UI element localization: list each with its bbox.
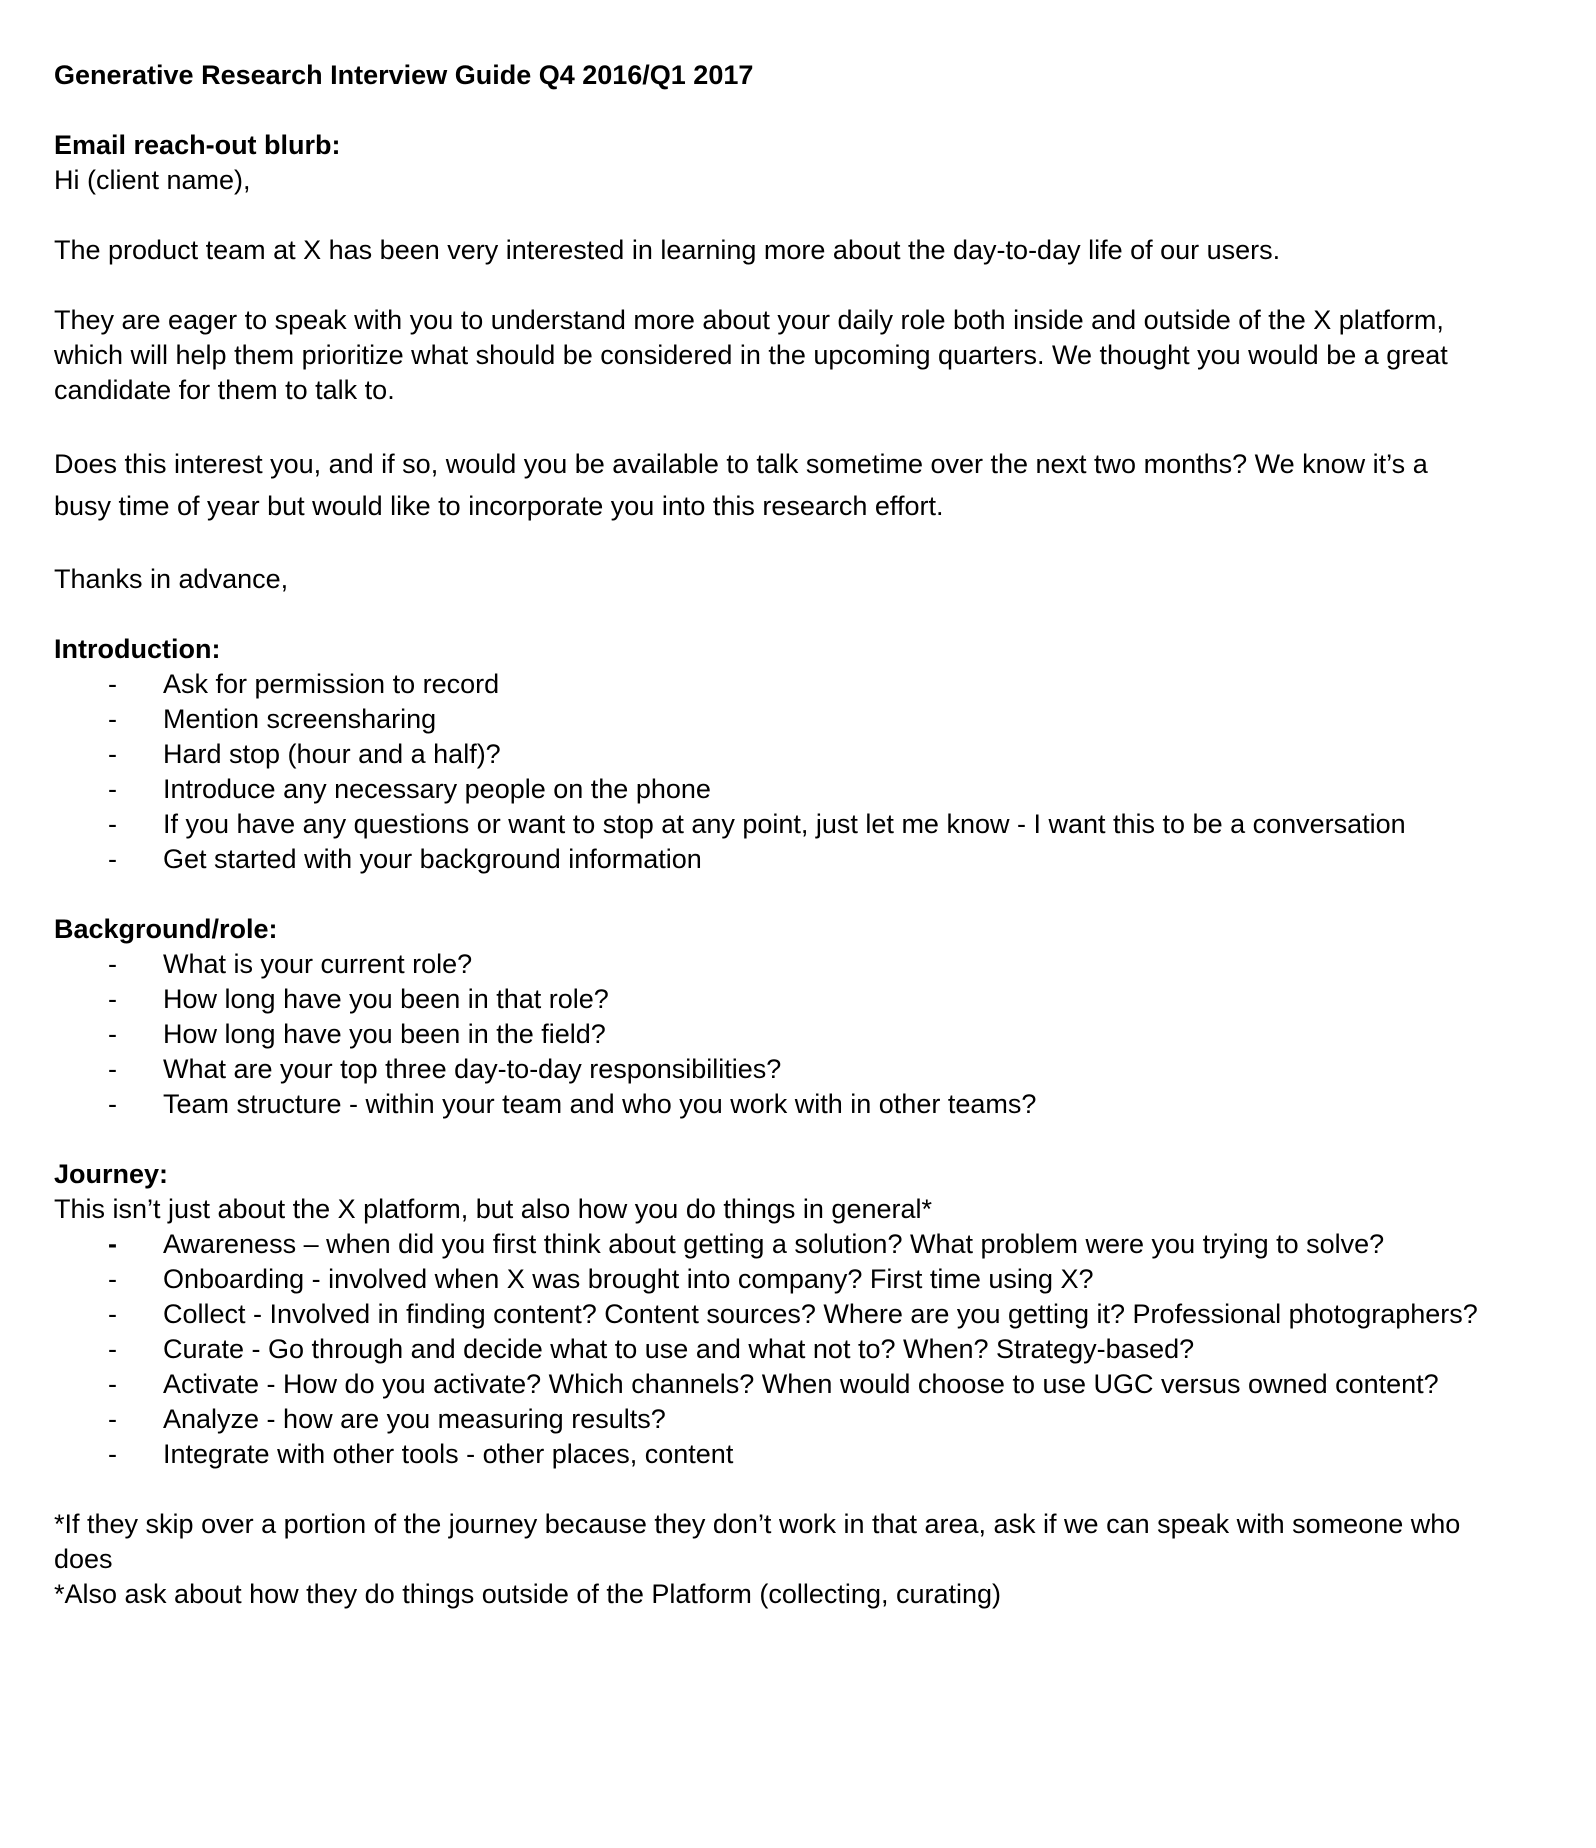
list-item-text: How long have you been in that role?	[163, 984, 609, 1014]
list-item	[54, 1017, 1484, 1052]
dash-bullet: -	[108, 1229, 117, 1259]
dash-bullet: -	[108, 1019, 117, 1049]
dash-bullet: -	[108, 1089, 117, 1119]
background-heading: Background/role:	[54, 914, 278, 944]
list-item-text: Onboarding - involved when X was brought into company? First time using X?	[163, 1264, 1094, 1294]
list-item	[54, 1087, 1484, 1122]
journey-heading: Journey:	[54, 1159, 169, 1189]
list-item	[54, 1367, 1484, 1402]
list-item-text: Awareness – when did you first think about getting a solution? What problem were you trying to solve?	[163, 1229, 1385, 1259]
list-item	[54, 842, 1484, 877]
list-item	[54, 1227, 1484, 1262]
list-item	[54, 702, 1484, 737]
list-item	[54, 1052, 1484, 1087]
dash-bullet: -	[108, 1334, 117, 1364]
dash-bullet: -	[108, 1439, 117, 1469]
list-item-text: Ask for permission to record	[163, 669, 500, 699]
list-item	[54, 1297, 1484, 1332]
list-item	[54, 1262, 1484, 1297]
list-item	[54, 772, 1484, 807]
dash-bullet: -	[108, 739, 117, 769]
document-title: Generative Research Interview Guide Q4 2016/Q1 2017	[54, 60, 754, 90]
list-item-text: Get started with your background information	[163, 844, 702, 874]
list-item-text: If you have any questions or want to stop at any point, just let me know - I want this to be a conversation	[163, 809, 1406, 839]
list-item	[54, 1437, 1484, 1472]
background-list	[54, 947, 1484, 1122]
list-item	[54, 667, 1484, 702]
list-item-text: Mention screensharing	[163, 704, 437, 734]
dash-bullet: -	[108, 704, 117, 734]
email-paragraph-2: They are eager to speak with you to understand more about your daily role both inside and outside of the X platform, which will help them prioritize what should be considered in the upcoming quarters. We thought you would be a great candidate for them to talk to.	[54, 305, 1448, 405]
email-greeting: Hi (client name),	[54, 165, 251, 195]
dash-bullet: -	[108, 844, 117, 874]
list-item	[54, 807, 1484, 842]
list-item-text: Analyze - how are you measuring results?	[163, 1404, 666, 1434]
list-item-text: What is your current role?	[163, 949, 473, 979]
email-paragraph-3: Does this interest you, and if so, would you be available to talk sometime over the next two months? We know it’s a busy time of year but would like to incorporate you into this research effort.	[54, 449, 1428, 521]
dash-bullet: -	[108, 1264, 117, 1294]
list-item	[54, 737, 1484, 772]
dash-bullet: -	[108, 669, 117, 699]
dash-bullet: -	[108, 1299, 117, 1329]
email-signoff: Thanks in advance,	[54, 564, 289, 594]
list-item-text: Collect - Involved in finding content? Content sources? Where are you getting it? Professional photographers?	[163, 1299, 1478, 1329]
dash-bullet: -	[108, 984, 117, 1014]
list-item	[54, 947, 1484, 982]
dash-bullet: -	[108, 1369, 117, 1399]
list-item-text: How long have you been in the field?	[163, 1019, 606, 1049]
list-item-text: What are your top three day-to-day responsibilities?	[163, 1054, 782, 1084]
introduction-list	[54, 667, 1484, 877]
list-item-text: Hard stop (hour and a half)?	[163, 739, 501, 769]
journey-list	[54, 1227, 1484, 1472]
journey-intro: This isn’t just about the X platform, but also how you do things in general*	[54, 1194, 933, 1224]
list-item-text: Curate - Go through and decide what to use and what not to? When? Strategy-based?	[163, 1334, 1195, 1364]
dash-bullet: -	[108, 1404, 117, 1434]
list-item	[54, 982, 1484, 1017]
list-item-text: Activate - How do you activate? Which channels? When would choose to use UGC versus owned content?	[163, 1369, 1439, 1399]
list-item-text: Introduce any necessary people on the phone	[163, 774, 711, 804]
list-item	[54, 1402, 1484, 1437]
dash-bullet: -	[108, 1054, 117, 1084]
list-item	[54, 1332, 1484, 1367]
dash-bullet: -	[108, 774, 117, 804]
dash-bullet: -	[108, 809, 117, 839]
list-item-text: Team structure - within your team and who you work with in other teams?	[163, 1089, 1037, 1119]
list-item-text: Integrate with other tools - other places, content	[163, 1439, 734, 1469]
email-heading: Email reach-out blurb:	[54, 130, 341, 160]
footnote-skip-portion: *If they skip over a portion of the journey because they don’t work in that area, ask if we can speak with someone who does	[54, 1509, 1461, 1574]
dash-bullet: -	[108, 949, 117, 979]
introduction-heading: Introduction:	[54, 634, 221, 664]
footnote-outside-platform: *Also ask about how they do things outside of the Platform (collecting, curating)	[54, 1579, 1002, 1609]
email-paragraph-1: The product team at X has been very interested in learning more about the day-to-day life of our users.	[54, 235, 1281, 265]
